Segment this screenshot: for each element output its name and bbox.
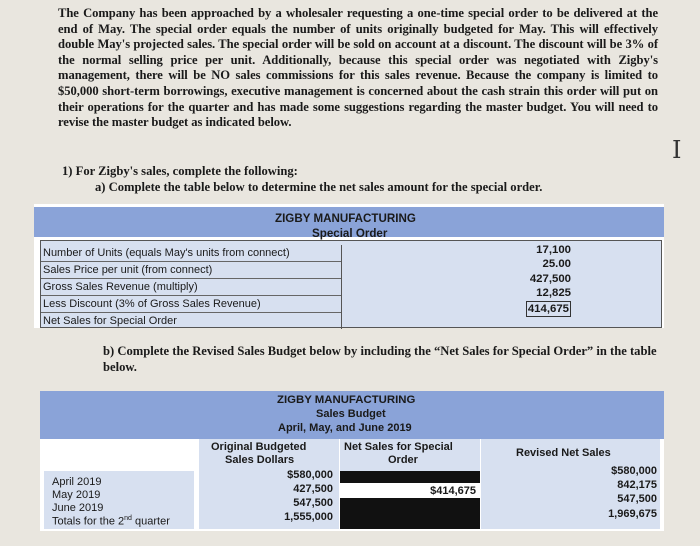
col-special-header: Net Sales for Special — [344, 441, 453, 453]
row-label-units: Number of Units (equals May's units from connect) — [41, 245, 341, 262]
question-1a: a) Complete the table below to determine the net sales amount for the special order. — [95, 180, 543, 194]
row-label-price: Sales Price per unit (from connect) — [41, 262, 341, 279]
row-label-june: June 2019 — [52, 502, 104, 514]
table-subtitle: Sales Budget — [316, 408, 386, 420]
col-original-header-2: Sales Dollars — [225, 454, 295, 466]
col-original-header: Original Budgeted — [211, 441, 307, 453]
value-gross[interactable]: 427,500 — [529, 272, 571, 285]
col-special-header-2: Order — [388, 454, 418, 466]
table-title: ZIGBY MANUFACTURING — [275, 212, 416, 225]
table-body — [40, 240, 662, 328]
question-1b: b) Complete the Revised Sales Budget below by including the “Net Sales for Special Order” in the table below. — [103, 344, 657, 374]
revised-april[interactable]: $580,000 — [611, 465, 657, 477]
text-cursor-icon: I — [672, 136, 682, 164]
row-label-discount: Less Discount (3% of Gross Sales Revenue) — [41, 296, 341, 313]
table-subtitle: Special Order — [312, 227, 388, 240]
original-april[interactable]: $580,000 — [287, 469, 333, 481]
row-label-net: Net Sales for Special Order — [43, 315, 177, 327]
value-units[interactable]: 17,100 — [536, 244, 571, 256]
row-labels — [41, 245, 342, 329]
row-label-total: Totals for the 2nd quarter — [52, 515, 170, 528]
value-price[interactable]: 25.00 — [542, 258, 571, 271]
problem-description: The Company has been approached by a wholesaler requesting a one-time special order to be delivered at the end of May. The special order equals the number of units originally budgeted for May. This will effectively double May's projected sales. The special order will be sold on account at a discount. The discount will be 3% of the normal selling price per unit. Additionally, because this special order was negotiated with Zigby's management, there will be NO sales commissions for this sales revenue. Because the company is limited to $50,000 short-term borrowings, executive management is concerned about the cash strain this order will put on their operations for the quarter and has made some suggestions regarding the master budget. You will need to revise the master budget as indicated below. — [58, 6, 658, 130]
original-total[interactable]: 1,555,000 — [284, 511, 333, 523]
original-june[interactable]: 547,500 — [293, 497, 333, 509]
value-discount[interactable]: 12,825 — [536, 287, 571, 300]
special-may[interactable]: $414,675 — [430, 485, 476, 497]
table-period: April, May, and June 2019 — [278, 422, 412, 434]
row-label-gross: Gross Sales Revenue (multiply) — [41, 279, 341, 296]
revised-may[interactable]: 842,175 — [617, 479, 657, 491]
row-label-april: April 2019 — [52, 476, 102, 488]
revised-total[interactable]: 1,969,675 — [608, 508, 657, 520]
table-title: ZIGBY MANUFACTURING — [277, 394, 416, 406]
revised-june[interactable]: 547,500 — [617, 493, 657, 505]
table-grid — [44, 439, 660, 531]
col-revised-header: Revised Net Sales — [516, 447, 611, 459]
value-net-sales[interactable]: 414,675 — [526, 301, 571, 317]
sales-budget-table — [40, 391, 664, 531]
original-may[interactable]: 427,500 — [293, 483, 333, 495]
special-order-table — [34, 204, 664, 328]
question-1: 1) For Zigby's sales, complete the following: — [62, 164, 298, 178]
row-values — [511, 243, 571, 317]
row-label-may: May 2019 — [52, 489, 101, 501]
